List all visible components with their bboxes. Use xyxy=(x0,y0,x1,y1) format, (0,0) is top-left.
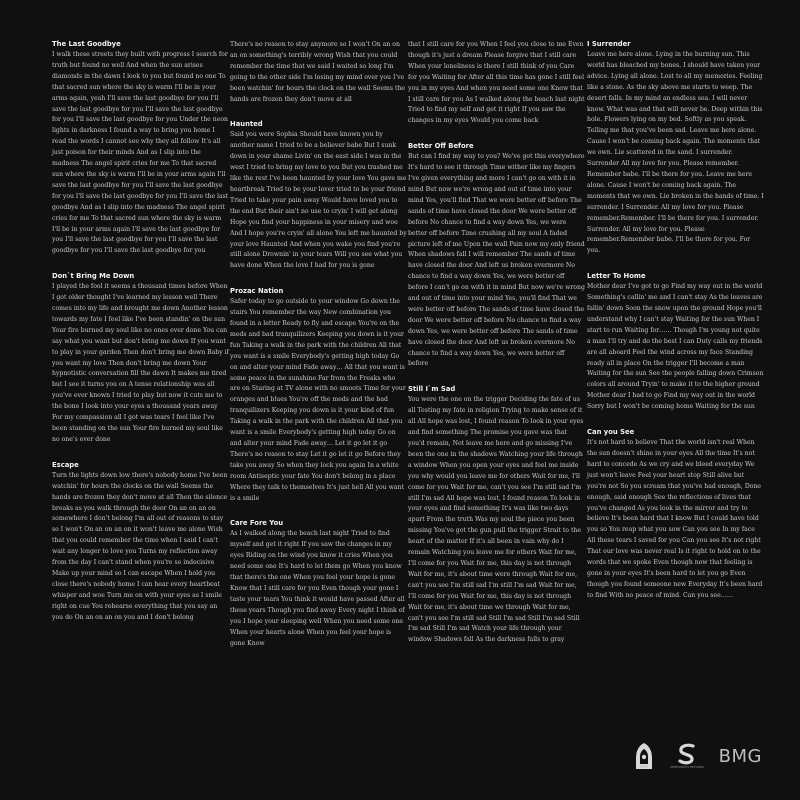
lyrics-column-3 xyxy=(408,40,585,661)
song-block xyxy=(587,40,764,257)
footer-logos xyxy=(633,742,762,770)
song-lyrics: I walk these streets they built with progress I search for truth but found no well And when the sun arises diamonds in the dawn I look to you but found no one To that sacred sun where the sky is warm I'll be in your arms again, yeah I'll save the last goodbye for you I'll save the last goodbye for you I'll save the last goodbye for you I'll save the last goodbye for you Under the neon lights in darkness I found a way to bring you home I read the words I cannot see why they all follow It's all just poison for their minds And as I slip into the madness The angel spirit cries for me To that sacred sun where the sky is warm I'll be in your arms again I'll save the last goodbye for you I'll save the last goodbye for you I'll save the last goodbye for you I'll save the last goodbye And as I slip into the madness The angel spirit cries for me To that sacred sun where the sky is warm I'll be in your arms again I'll save the last goodbye for you I'll save the last goodbye for you I'll save the last goodbye for you I'll save the last goodbye for you xyxy=(52,51,229,255)
song-title: Better Off Before xyxy=(408,142,474,151)
song-title: Don`t Bring Me Down xyxy=(52,272,135,281)
song-lyrics: But can I find my way to you? We've got this everywhere It's hard to see it through Time wither like my fingers I've given everything and more I can't go on with it in mind But now we're wrong and out of time into your mind Yes, you'll find That we were better off before The sands of time have closed the door We were better off before No chance to find a way down Yes, we were better off before Time crushing all my soul A faded picture left of me Upon the wall Pain now my only friend When shadows fall I will remember The sands of time have closed the door And left us broken evermore No chance to find a way down Yes, we were better off before I can't go on with it in mind But now we're wrong and out of time into your mind Yes, you'll find That we were better off before The sands of time have closed the door We were better off before No chance to find a way down Yes, we were better off before The sands of time have closed the door And left us broken evermore No chance to find a way down Yes, we were better off before xyxy=(408,153,585,368)
song-title: Prozac Nation xyxy=(230,287,284,296)
song-lyrics: that I still care for you When I feel you close to me Even though it's just a dream Please forgive that I still care When your loneliness is there I still think of you Care for you Waiting for After all this time has gone I still feel you in my eyes And when you need some one Know that I still care for you As I walked along the beach last night Tried to find my self and get it right If you saw the changes in my eyes Would you come back xyxy=(408,41,585,125)
song-title: Can you See xyxy=(587,428,635,437)
song-title: Escape xyxy=(52,460,79,469)
song-lyrics: Leave me here alone. Lying in the burning sun. This world has bleached my bones. I should have taken your advice. Lying all alone. Lost to all my memories. Feeling like a stone. As the sky above me starts to weep. The desert falls. In my mind an endless sea. I will never know. What was and that will never be. Deep within this hole. Flowers lying on my bed. Softly as you speak. Telling me that you've been sad. Leave me here alone. Cause I won't be coming back again. The moments that we own. Lie scattered in the sand. I surrender. Surrender All my love for you. Please remember. Remember babe. I'll be there for you. Leave me here alone. Cause I won't be coming back again. The moments that we own. Lie broken in the hands of time. I surrender. I Surrender. All my love for you. Please remember.Remember. I'll be there for you. I surrender. Surrender. All my love for you. Please remember.Remember babe. I'll be there for you. For you. xyxy=(587,51,764,255)
song-title: The Last Goodbye xyxy=(52,40,121,48)
song-lyrics: Turn the lights down low there's nobody home I've been watchin' for hours the clocks on the wall Seems the hands are frozen they don't move at all Then the silence breaks as you walk through the door On an on an on somewhere I don't belong I'm all out of reasons to stay so I won't On an on an on it won't leave me alone Wish that you could remember the time when I said I can't wait any longer to love you Turns my reflection away from the day I can't stand when you're so indecisive Make up your mind so I can escape When I hold you close there's nobody home I can hear every heartbeat whisper and woe Turn me on with your eyes as I smile right on cue You rehearse everything that you say an you do On an on an on you and I don't belong xyxy=(52,471,228,621)
song-lyrics: There's no reason to stay anymore so I won't On an on an on something's terribly wrong Wish that you could remember the time that we said I waited so long I'm going to the other side I'm losing my mind over you I've been watchin' for hours the clock on the wall Seems the hands are frozen they don't move at all xyxy=(230,41,406,103)
song-lyrics: I played the fool it seems a thousand times before When I got older thought I've learned my lesson well There comes into my life and brought me down Another lesson towards my fate I feel like I've been standin' on the sun Your fire burned my soul like no ones ever done You can say what you want but don't bring me down If you want to play in your garden Then don't bring me down Baby if you want my love Then don't bring me down Your hypnotistic conversation fill the dawn It makes me tired but I see it turns you on A tense relationship was all you've ever known I tried to play but now it cuts me to the bone I look into your eyes a thousand years away For my compassion all I got was tears I feel like I've been standing on the sun Your fire burned my soul like no one's ever done xyxy=(52,283,229,443)
song-block xyxy=(408,385,585,646)
lyrics-column-1 xyxy=(52,40,229,639)
song-lyrics: Said you were Sophia Should have known you by another name I tried to be a believer babe But I sunk down in your shame Livin' on the east side I was in the west I tried to bring my love to you But you trashed me like the rest I've been haunted by your love You gave me heartbreak Tried to be your lover tried to be your friend Tried to take your pain away Would have loved you to the end But their ain't no use to cryin' I will get along Hope you find your happiness in your misery and woe And I hope you're cryin' all alone You left me haunted by your love Haunted And when you wake you find you're still alone Drownin' in your tears Will you see what you have done When the love I had for you is gone xyxy=(230,131,407,270)
song-block xyxy=(230,287,407,504)
lyrics-column-2 xyxy=(230,40,407,664)
song-block xyxy=(52,461,229,624)
song-block xyxy=(52,40,229,257)
song-title: Care Fore You xyxy=(230,519,284,528)
hooded-figure-logo-icon xyxy=(633,742,655,770)
logo-small-text-2: SERENDIPITY RECORDS xyxy=(669,766,704,769)
song-block xyxy=(230,120,407,272)
song-title: Haunted xyxy=(230,120,263,129)
song-block xyxy=(587,272,764,413)
song-lyrics: Safer today to go outside to your window Go down the stairs You remember the way New combination you found in a letter Ready to fly and escape You're on the meds and bad tranquilizers Keeping you down is it your fun Taking a walk in the park with the children All that you want is a smile Everybody's getting high today Go on and alter your mind Fade away… All that you want is some peace in the sunshine Far from the Freaks who are on Staring at TV alone with no smoots Time for your oranges and blues You're off the meds and the bad tranquilizers Keeping you down is it your kind of fun Taking a walk in the park with the children All that you want is a smile Everybody's getting high today Go on and alter your mind Fade away… Let it go let it go There's no reason to stay Let it go let it go Before they take you away So when they lock you again In a white room Antiseptic your fate You don't belong in a place Where they talk to themselves It's just hell All you want is a smile xyxy=(230,298,406,502)
lyrics-column-4 xyxy=(587,40,764,617)
serpentine-s-logo-icon xyxy=(669,743,704,769)
song-lyrics: It's not hard to believe That the world isn't real When the sun doesn't shine in your eyes All the time It's not hard to concede As we cry and we bleed everyday We just won't leave Feel your heart stop Still alive but you're not So you scream that you've had enough, Done enough, said enough See the reflections of lives that you've changed As you look in the mirror and try to believe It's been hard that I know But I could have told you so You reap what you sow Can you see In my face All these tears I saved for you Can you see It's not right That our love was never real Is it right to hold on to the words that we spoke Even though now that feeling is gone in your eyes It's been hard to let you go Even though you found someone new Everyday It's been hard to find With no peace of mind. Can you see…… xyxy=(587,439,763,599)
song-lyrics: You were the one on the trigger Deciding the fate of us all Testing my fate in religion Trying to make sense of it all All hope was lost, I found reason To look in your eyes and find something The promise you gave was that you'd remain, Not leave me here and go missing I've been the one in the shadows Watching your life through a window When you open your eyes and feel me inside you why would you leave me for others Wait for me, I'll come for you Wait for me, can't you see I'm still sad I'm still I'm sad All hope was lost, I found reason To look in your eyes and find something It's was like two days apart From the truth Was my soul the piece you been missing You've got the gun pull the trigger Strait to the heart of the matter If it's all been in vain why do I remain Watching you leave me for others Wait for me, I'll come for you Wait for me, this day is not through Wait for me, it's about time were through Wait for me, can't you see I'm still sad I'm still I'm sad Wait for me, I'll come for you Wait for me, this day is not through Wait for me, it's about time we through Wait for me, can't you see I'm still sad Still I'm sad Still I'm sad Still I'm sad Still I'm sad Watch your life through your window Shadows fall As the darkness falls to gray xyxy=(408,396,584,644)
song-title: Letter To Home xyxy=(587,272,646,281)
bmg-label-logo: BMG xyxy=(718,745,762,767)
logo-small-text-1: SAGA xyxy=(639,765,648,769)
song-block xyxy=(408,40,585,127)
song-block xyxy=(230,519,407,649)
song-title: I Surrender xyxy=(587,40,631,48)
song-block xyxy=(587,428,764,602)
song-block xyxy=(52,272,229,446)
song-lyrics: Mother dear I've got to go Find my way out in the world Something's callin' me and I can't stay As the leaves are fallin' down Soon the snow upon the ground Hope you'll understand why I can't stay Waiting for the sun When I start to run Waiting for…… Though I'm young not quite a man I'll try and do the best I can Duty calls my friends are all aboard Feel the wind across my face Standing ready all in place On the trigger I'll become a man Waiting for the sun See the people falling down Crimson colors all around Tryin' to make it to the higher ground Mother dear I had to go Find my way out in the world Sorry but I won't be coming home Waiting for the sun xyxy=(587,283,764,411)
song-block xyxy=(408,142,585,370)
song-block xyxy=(230,40,407,105)
song-lyrics: As I walked along the beach last night Tried to find myself and get it right If you saw the changes in my eyes Riding on the wind you know it cries When you need some one It's hard to let them go When you know that there's the one When you feel your hope is gone Know that I still care for you Even though your gone I taste your tears You think it would have passed After all these years Though you find away Every night I think of you I hope your sleeping well When you need some one When your hearts alone When you feel your hope is gone Know xyxy=(230,530,405,647)
song-title: Still I`m Sad xyxy=(408,385,456,394)
